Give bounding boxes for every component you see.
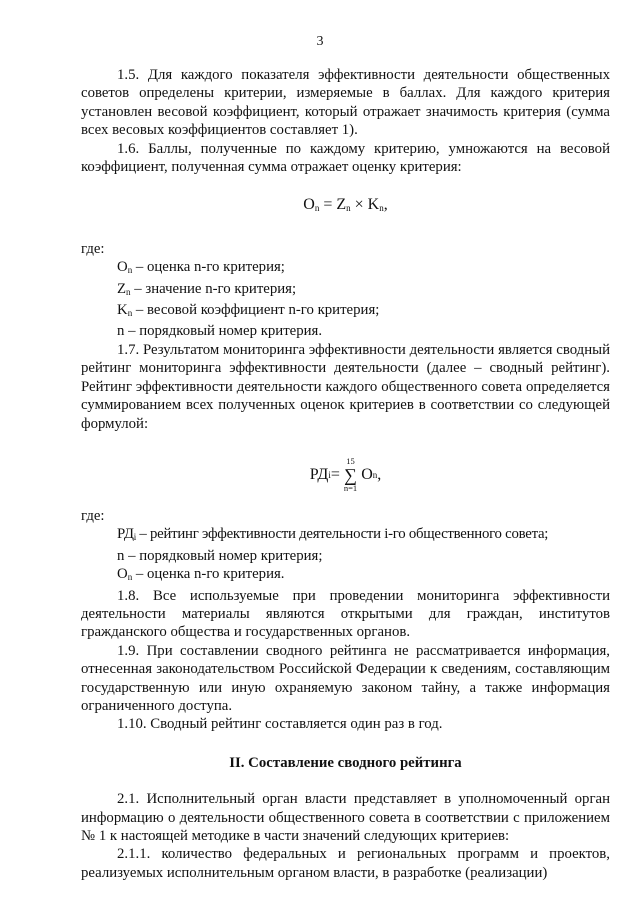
legend-item: $K_n$ – весовой коэффициент n-го критерия; — [117, 302, 380, 319]
legend-item: $РД_i$ – рейтинг эффективности деятельности i-го общественного совета; — [117, 526, 549, 543]
legend-item: $O_n$ – оценка n-го критерия; — [117, 259, 285, 276]
legend-item: $O_n$ – оценка n-го критерия. — [117, 566, 285, 583]
where-label: где: — [81, 507, 105, 524]
legend-item: $Z_n$ – значение n-го критерия; — [117, 280, 297, 297]
formula-k-sub: n — [379, 203, 384, 214]
formula-lhs-sub: i — [328, 469, 331, 480]
paragraph-1-8: 1.8. Все используемые при проведении мониторинга эффективности деятельности материалы являются открытыми для граждан, институтов гражданского общества и государственных органов. — [81, 587, 610, 641]
formula-criterion-score — [81, 196, 610, 217]
formula-k: K — [367, 196, 380, 214]
page-number: 3 — [316, 34, 324, 49]
paragraph-2-1-1: 2.1.1. количество федеральных и региональных программ и проектов, реализуемых исполнительным органом власти, в разработке (реализации) — [81, 846, 610, 881]
paragraph-1-9: 1.9. При составлении сводного рейтинга не рассматривается информация, отнесенная законодательством Российской Федерации к сведениям, составляющим государственную или иную охраняемую законом тайну, а также информация ограниченного доступа. — [81, 642, 610, 714]
formula-eq: = — [330, 465, 340, 483]
legend-item: n – порядковый номер критерия. — [117, 323, 323, 340]
sum-lower-limit: n=1 — [343, 482, 358, 493]
formula-lhs: РД — [309, 465, 329, 483]
sum-upper-limit: 15 — [346, 456, 355, 467]
formula-o-sub: n — [314, 203, 320, 214]
formula-tail: , — [383, 196, 388, 214]
section-heading: II. Составление сводного рейтинга — [229, 754, 462, 771]
formula-rhs: O — [361, 465, 373, 483]
document-body — [81, 66, 610, 882]
formula-z: Z — [336, 196, 347, 214]
paragraph-1-6: 1.6. Баллы, полученные по каждому критерию, умножаются на весовой коэффициент, полученная сумма отражает оценку критерия: — [81, 140, 610, 176]
paragraph-1-10: 1.10. Сводный рейтинг составляется один раз в год. — [117, 716, 443, 733]
sigma-symbol: ∑ — [344, 464, 357, 485]
paragraph-1-5: 1.5. Для каждого показателя эффективности деятельности общественных советов определены критерии, измеряемые в баллах. Для каждого критерия установлен весовой коэффициент, который отражает значимость критерия (сумма всех весовых коэффициентов составляет 1). — [81, 67, 610, 139]
formula-tail: , — [377, 465, 382, 483]
formula-rhs-sub: n — [372, 469, 378, 480]
formula-eq: = — [319, 196, 337, 214]
legend-item: n – порядковый номер критерия; — [117, 547, 323, 564]
formula-rating-sum — [81, 451, 610, 499]
paragraph-1-7: 1.7. Результатом мониторинга эффективности деятельности является сводный рейтинг мониторинга эффективности деятельности (далее – сводный рейтинг). Рейтинг эффективности деятельности каждого общественного совета определяется суммированием всех полученных оценок критериев в соответствии со следующей формулой: — [81, 341, 610, 432]
formula-times: × — [350, 196, 368, 214]
formula-z-sub: n — [346, 203, 351, 214]
formula-o: O — [303, 196, 315, 214]
summation-sign — [344, 457, 357, 492]
paragraph-2-1: 2.1. Исполнительный орган власти представляет в уполномоченный орган информацию о деятельности общественного совета в соответствии с приложением № 1 к настоящей методике в части значений следующих критериев: — [81, 791, 610, 844]
where-label: где: — [81, 240, 105, 257]
